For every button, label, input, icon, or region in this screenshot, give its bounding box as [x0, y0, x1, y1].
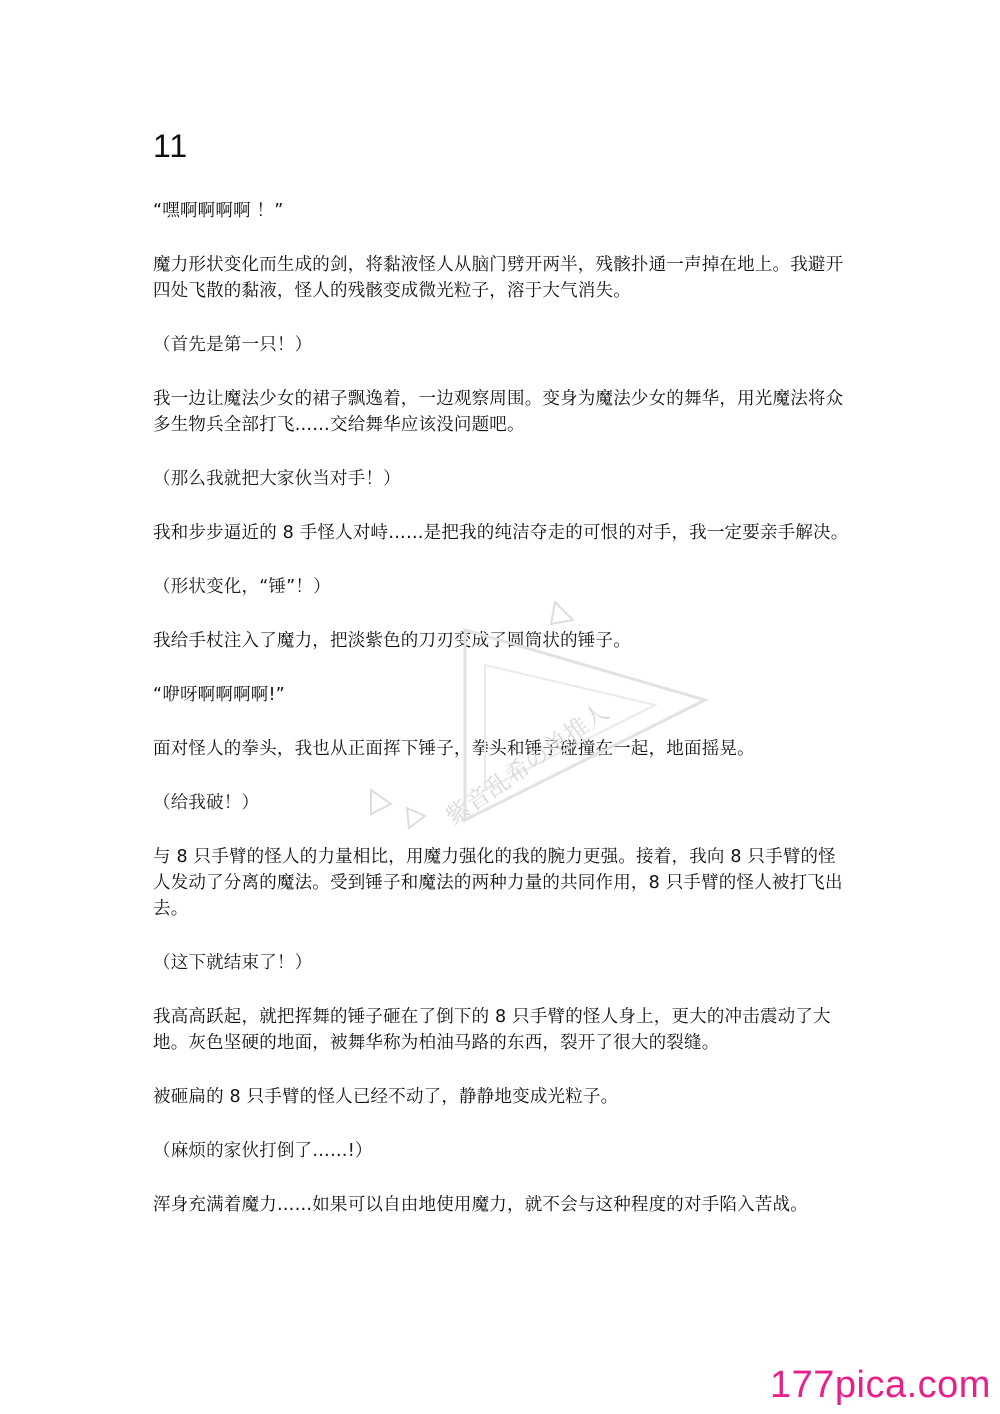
inner-thought: （这下就结束了！）	[153, 953, 313, 973]
narration-paragraph: 我一边让魔法少女的裙子飘逸着，一边观察周围。变身为魔法少女的舞华，用光魔法将众多生物兵全部打飞……交给舞华应该没问题吧。	[153, 389, 844, 435]
dialogue-line: “咿呀啊啊啊啊!”	[153, 685, 285, 705]
narration-paragraph: 面对怪人的拳头，我也从正面挥下锤子，拳头和锤子碰撞在一起，地面摇晃。	[153, 739, 755, 759]
inner-thought: （那么我就把大家伙当对手！）	[153, 469, 401, 489]
narration-paragraph: 浑身充满着魔力……如果可以自由地使用魔力，就不会与这种程度的对手陷入苦战。	[153, 1195, 808, 1215]
narration-paragraph: 我和步步逼近的 8 手怪人对峙……是把我的纯洁夺走的可恨的对手，我一定要亲手解决。	[153, 523, 849, 543]
inner-thought: （麻烦的家伙打倒了……!）	[153, 1141, 373, 1161]
dialogue-line: “嘿啊啊啊啊 ！”	[153, 201, 284, 221]
narration-paragraph: 我高高跃起，就把挥舞的锤子砸在了倒下的 8 只手臂的怪人身上，更大的冲击震动了大地。灰色坚硬的地面，被舞华称为柏油马路的东西，裂开了很大的裂缝。	[153, 1007, 831, 1053]
site-brand-link[interactable]: 177pica.com	[770, 1364, 991, 1406]
chapter-body	[153, 198, 853, 1246]
narration-paragraph: 我给手杖注入了魔力，把淡紫色的刀刃变成了圆筒状的锤子。	[153, 631, 631, 651]
watermark-text: 紫音乱希の单推人	[440, 697, 614, 831]
narration-paragraph: 魔力形状变化而生成的剑，将黏液怪人从脑门劈开两半，残骸扑通一声掉在地上。我避开四处飞散的黏液，怪人的残骸变成微光粒子，溶于大气消失。	[153, 255, 844, 301]
inner-thought: （给我破！）	[153, 793, 260, 813]
page-number: 11	[153, 128, 189, 164]
inner-thought: （首先是第一只！）	[153, 335, 313, 355]
narration-paragraph: 与 8 只手臂的怪人的力量相比，用魔力强化的我的腕力更强。接着，我向 8 只手臂的怪人发动了分离的魔法。受到锤子和魔法的两种力量的共同作用，8 只手臂的怪人被打飞出去。	[153, 847, 843, 919]
inner-thought: （形状变化，“锤”！）	[153, 577, 331, 597]
narration-paragraph: 被砸扁的 8 只手臂的怪人已经不动了，静静地变成光粒子。	[153, 1087, 619, 1107]
